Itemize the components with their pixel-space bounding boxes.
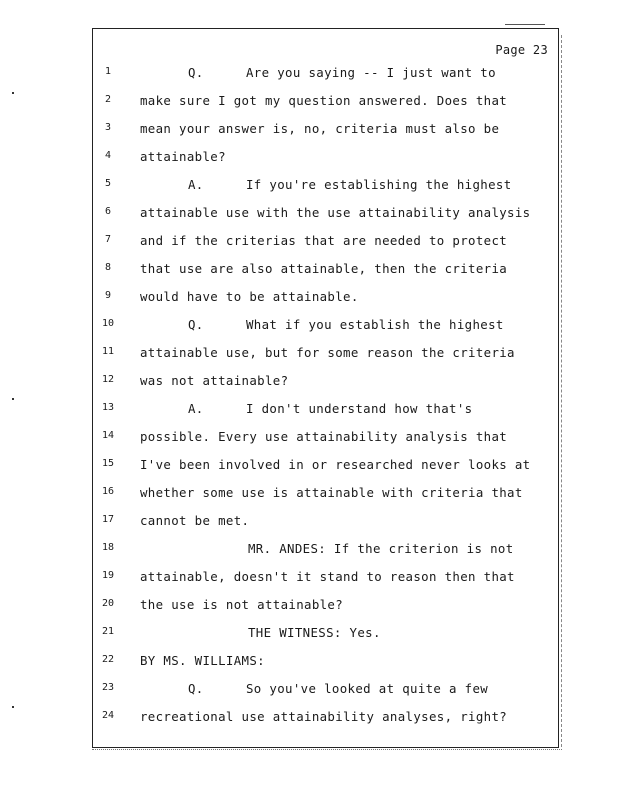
scan-artifact-bottom bbox=[92, 749, 562, 750]
transcript-line bbox=[93, 401, 560, 429]
line-number: 16 bbox=[101, 486, 115, 497]
line-number: 24 bbox=[101, 710, 115, 721]
line-text bbox=[140, 149, 226, 164]
line-body: attainable? bbox=[140, 149, 226, 164]
transcript-line bbox=[93, 65, 560, 93]
line-text bbox=[140, 121, 499, 136]
line-text bbox=[140, 513, 249, 528]
line-text bbox=[140, 625, 381, 640]
transcript-line bbox=[93, 429, 560, 457]
line-body: recreational use attainability analyses, right? bbox=[140, 709, 508, 724]
transcript-line bbox=[93, 289, 560, 317]
line-body: THE WITNESS: Yes. bbox=[248, 625, 381, 640]
line-number: 6 bbox=[104, 206, 112, 217]
transcript-line bbox=[93, 121, 560, 149]
line-body: make sure I got my question answered. Does that bbox=[140, 93, 508, 108]
line-text bbox=[140, 401, 472, 416]
line-text bbox=[140, 653, 265, 668]
line-text bbox=[140, 485, 523, 500]
line-text bbox=[140, 177, 512, 192]
qa-label: A. bbox=[188, 177, 204, 192]
line-number: 9 bbox=[104, 290, 112, 301]
line-number: 23 bbox=[101, 682, 115, 693]
line-number: 17 bbox=[101, 514, 115, 525]
line-number: 14 bbox=[101, 430, 115, 441]
line-number: 11 bbox=[101, 346, 115, 357]
line-number: 4 bbox=[104, 150, 112, 161]
line-body: and if the criterias that are needed to protect bbox=[140, 233, 508, 248]
transcript-line bbox=[93, 541, 560, 569]
line-body: whether some use is attainable with criteria that bbox=[140, 485, 523, 500]
line-body: So you've looked at quite a few bbox=[246, 681, 489, 696]
line-number: 2 bbox=[104, 94, 112, 105]
transcript-line bbox=[93, 317, 560, 345]
scan-speck bbox=[12, 706, 14, 708]
line-number: 13 bbox=[101, 402, 115, 413]
line-text bbox=[140, 569, 515, 584]
line-text bbox=[140, 373, 288, 388]
line-body: mean your answer is, no, criteria must also be bbox=[140, 121, 500, 136]
line-text bbox=[140, 457, 531, 472]
line-number: 1 bbox=[104, 66, 112, 77]
scan-speck bbox=[12, 398, 14, 400]
line-number: 3 bbox=[104, 122, 112, 133]
line-number: 8 bbox=[104, 262, 112, 273]
line-body: Are you saying -- I just want to bbox=[246, 65, 496, 80]
line-text bbox=[140, 289, 359, 304]
transcript-line bbox=[93, 597, 560, 625]
transcript-line bbox=[93, 261, 560, 289]
transcript-line bbox=[93, 177, 560, 205]
qa-label: Q. bbox=[188, 65, 204, 80]
line-text bbox=[140, 541, 514, 556]
transcript-line bbox=[93, 93, 560, 121]
line-body: would have to be attainable. bbox=[140, 289, 359, 304]
line-number: 18 bbox=[101, 542, 115, 553]
scan-artifact-top bbox=[505, 24, 545, 25]
transcript-line bbox=[93, 457, 560, 485]
transcript-page bbox=[92, 28, 559, 748]
line-body: BY MS. WILLIAMS: bbox=[140, 653, 265, 668]
line-text bbox=[140, 65, 496, 80]
transcript-line bbox=[93, 653, 560, 681]
line-number: 12 bbox=[101, 374, 115, 385]
line-body: attainable use, but for some reason the criteria bbox=[140, 345, 515, 360]
line-number: 15 bbox=[101, 458, 115, 469]
line-number: 21 bbox=[101, 626, 115, 637]
qa-label: Q. bbox=[188, 317, 204, 332]
line-body: What if you establish the highest bbox=[246, 317, 504, 332]
qa-label: Q. bbox=[188, 681, 204, 696]
line-text bbox=[140, 681, 488, 696]
line-text bbox=[140, 93, 507, 108]
transcript-line bbox=[93, 373, 560, 401]
line-text bbox=[140, 597, 343, 612]
qa-label: A. bbox=[188, 401, 204, 416]
line-number: 22 bbox=[101, 654, 115, 665]
line-text bbox=[140, 429, 507, 444]
line-body: the use is not attainable? bbox=[140, 597, 344, 612]
line-body: cannot be met. bbox=[140, 513, 250, 528]
transcript-line bbox=[93, 345, 560, 373]
transcript-line bbox=[93, 709, 560, 737]
line-body: I don't understand how that's bbox=[246, 401, 473, 416]
line-text bbox=[140, 709, 507, 724]
scan-speck bbox=[12, 92, 14, 94]
line-number: 10 bbox=[101, 318, 115, 329]
line-number: 20 bbox=[101, 598, 115, 609]
line-text bbox=[140, 261, 507, 276]
line-text bbox=[140, 345, 515, 360]
transcript-line bbox=[93, 625, 560, 653]
transcript-line bbox=[93, 205, 560, 233]
line-text bbox=[140, 317, 504, 332]
line-body: If you're establishing the highest bbox=[246, 177, 512, 192]
line-body: MR. ANDES: If the criterion is not bbox=[248, 541, 514, 556]
transcript-line bbox=[93, 233, 560, 261]
line-text bbox=[140, 205, 531, 220]
line-number: 7 bbox=[104, 234, 112, 245]
transcript-line bbox=[93, 681, 560, 709]
page-number: Page 23 bbox=[495, 43, 548, 57]
line-body: possible. Every use attainability analysis that bbox=[140, 429, 508, 444]
transcript-line bbox=[93, 513, 560, 541]
line-text bbox=[140, 233, 507, 248]
line-body: attainable use with the use attainability analysis bbox=[140, 205, 531, 220]
transcript-line bbox=[93, 485, 560, 513]
line-number: 5 bbox=[104, 178, 112, 189]
line-body: I've been involved in or researched never looks at bbox=[140, 457, 531, 472]
transcript-line bbox=[93, 149, 560, 177]
line-number: 19 bbox=[101, 570, 115, 581]
transcript-line bbox=[93, 569, 560, 597]
line-body: was not attainable? bbox=[140, 373, 289, 388]
line-body: attainable, doesn't it stand to reason then that bbox=[140, 569, 515, 584]
line-body: that use are also attainable, then the criteria bbox=[140, 261, 508, 276]
